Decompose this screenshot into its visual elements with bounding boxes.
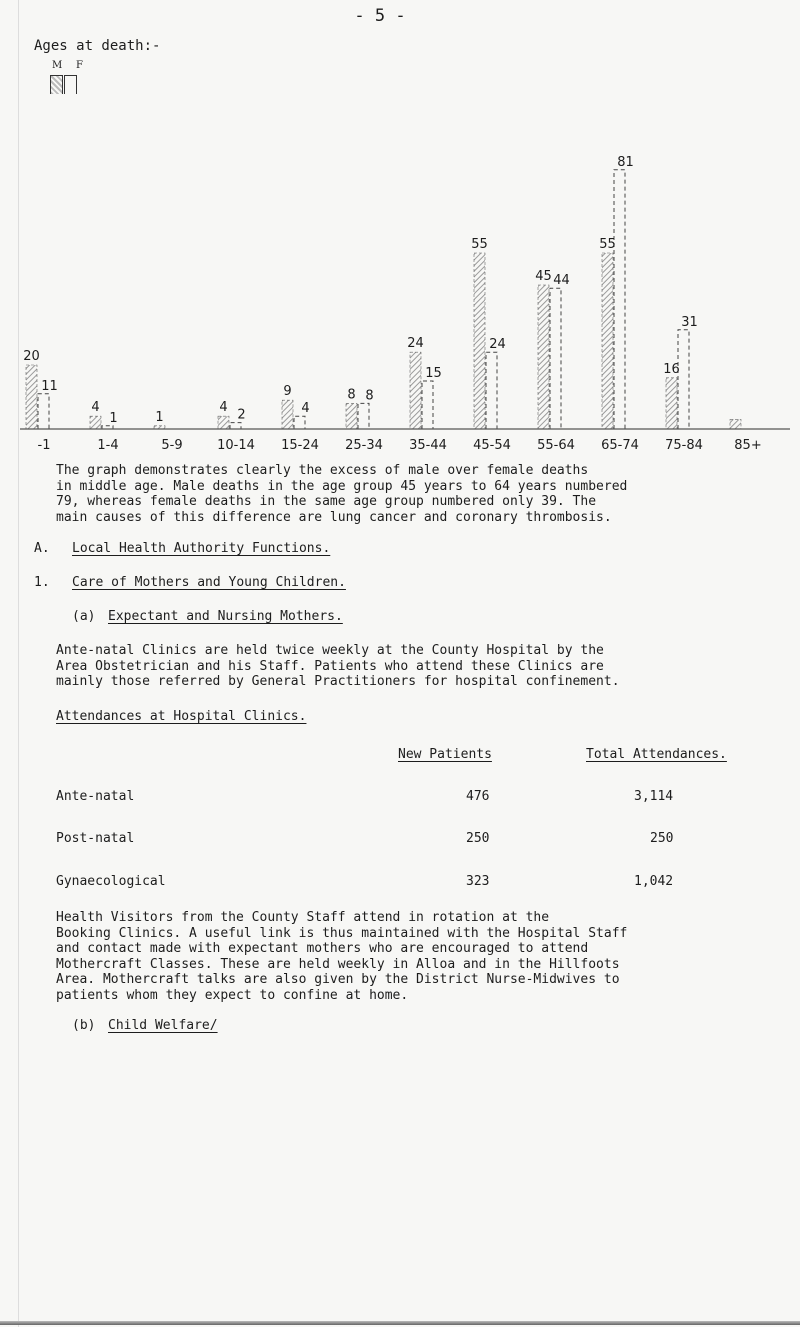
chart-heading: Ages at death:-: [34, 38, 161, 54]
legend-label-male: M: [52, 60, 63, 71]
bar-female-35-44: [422, 381, 433, 429]
bar-male--1: [26, 365, 37, 429]
bar-male-10-14: [218, 416, 229, 429]
row-label: Gynaecological: [56, 874, 166, 889]
data-label-male-65-74: 55: [599, 237, 616, 252]
data-label-female--1: 11: [41, 378, 58, 394]
item-1-number: 1.: [34, 575, 50, 590]
legend-swatch-female: [64, 75, 77, 94]
data-label-female-10-14: 2: [237, 407, 246, 423]
x-tick-label--1: -1: [37, 438, 51, 453]
bar-female-55-64: [550, 288, 561, 429]
legend-swatch-male: [50, 75, 63, 94]
bar-female-75-84: [678, 330, 689, 429]
x-tick-label-35-44: 35-44: [409, 438, 447, 453]
chart-legend: [48, 60, 118, 120]
table-row: [56, 874, 776, 894]
section-a-title: Local Health Authority Functions.: [72, 541, 331, 556]
paragraph-graph-summary: The graph demonstrates clearly the excess of male over female deaths in middle age. Male deaths in the age group 45 years to 64 years numbered 79, whereas female deaths in the same age group numbered only 39. The main causes of this difference are lung cancer and coronary thrombosis.: [56, 463, 628, 525]
bar-male-75-84: [666, 378, 677, 429]
table-row: [56, 831, 776, 851]
data-label-male-25-34: 8: [347, 387, 356, 403]
item-a-number: (a): [72, 609, 96, 624]
bar-female-15-24: [294, 416, 305, 429]
bar-male-65-74: [602, 253, 613, 429]
data-label-female-35-44: 15: [425, 366, 442, 381]
data-label-male-35-44: 24: [407, 336, 424, 352]
row-total-attendances: 3,114: [634, 789, 674, 804]
data-label-male-1-4: 4: [91, 400, 100, 416]
row-new-patients: 476: [466, 789, 490, 804]
paragraph-health-visitors: Health Visitors from the County Staff attend in rotation at the Booking Clinics. A useful link is thus maintained with the Hospital Staff and contact made with expectant mothers who are encouraged to attend Mothercraft Classes. These are held weekly in Alloa and in the Hillfoots Area. Mothercraft talks are also given by the District Nurse-Midwives to patients whom they expect to confine at home.: [56, 910, 628, 1003]
data-label-male-75-84: 16: [663, 361, 680, 377]
x-tick-label-10-14: 10-14: [217, 438, 255, 453]
table-header-total-attendances: Total Attendances.: [586, 747, 727, 762]
data-label-female-55-64: 44: [553, 273, 570, 289]
attendances-title: Attendances at Hospital Clinics.: [56, 709, 307, 724]
data-label-female-65-74: 81: [617, 154, 634, 170]
x-tick-label-45-54: 45-54: [473, 438, 511, 453]
table-row: [56, 789, 776, 809]
bar-male-25-34: [346, 403, 357, 429]
data-label-female-25-34: 8: [365, 388, 374, 404]
data-label-male-55-64: 45: [535, 269, 552, 284]
bar-male-1-4: [90, 416, 101, 429]
bar-female-10-14: [230, 423, 241, 429]
data-label-male-5-9: 1: [155, 409, 164, 425]
data-label-female-1-4: 1: [109, 410, 118, 426]
row-total-attendances: 1,042: [634, 874, 674, 889]
bar-male-15-24: [282, 400, 293, 429]
x-tick-label-1-4: 1-4: [97, 438, 119, 453]
x-tick-label-85+: 85+: [734, 438, 762, 453]
x-tick-label-65-74: 65-74: [601, 438, 639, 453]
page-bottom-edge: [0, 1321, 800, 1325]
row-label: Ante-natal: [56, 789, 135, 804]
table-header-new-patients: New Patients: [398, 747, 492, 762]
data-label-female-75-84: 31: [681, 314, 698, 330]
ages-at-death-bar-chart: [0, 145, 800, 465]
bar-male-35-44: [410, 352, 421, 429]
row-new-patients: 323: [466, 874, 490, 889]
data-label-male--1: 20: [23, 349, 40, 364]
data-label-male-10-14: 4: [219, 400, 228, 416]
row-total-attendances: 250: [650, 831, 674, 846]
bar-male-45-54: [474, 253, 485, 429]
legend-label-female: F: [76, 60, 83, 71]
continuation-number: (b): [72, 1018, 96, 1033]
bar-female-25-34: [358, 403, 369, 429]
page-number: - 5 -: [354, 6, 406, 26]
row-label: Post-natal: [56, 831, 135, 846]
x-tick-label-15-24: 15-24: [281, 438, 319, 453]
data-label-male-15-24: 9: [283, 384, 292, 400]
bar-female-65-74: [614, 170, 625, 429]
data-label-male-45-54: 55: [471, 237, 488, 252]
x-tick-label-55-64: 55-64: [537, 438, 575, 453]
bar-male-55-64: [538, 285, 549, 429]
bar-female--1: [38, 394, 49, 429]
x-tick-label-25-34: 25-34: [345, 438, 383, 453]
data-label-female-45-54: 24: [489, 337, 506, 353]
bar-female-45-54: [486, 352, 497, 429]
data-label-female-15-24: 4: [301, 401, 310, 417]
x-tick-label-75-84: 75-84: [665, 438, 703, 453]
bar-male-85+: [730, 419, 741, 429]
x-tick-label-5-9: 5-9: [161, 438, 183, 453]
section-a-number: A.: [34, 541, 50, 556]
table-header-row: [56, 747, 776, 767]
item-1-title: Care of Mothers and Young Children.: [72, 575, 346, 590]
paragraph-ante-natal-clinics: Ante-natal Clinics are held twice weekly at the County Hospital by the Area Obstetrician and his Staff. Patients who attend these Clinics are mainly those referred by General Practitioners for hospital confinement.: [56, 643, 620, 689]
row-new-patients: 250: [466, 831, 490, 846]
item-a-title: Expectant and Nursing Mothers.: [108, 609, 343, 624]
continuation-title: Child Welfare/: [108, 1018, 218, 1033]
